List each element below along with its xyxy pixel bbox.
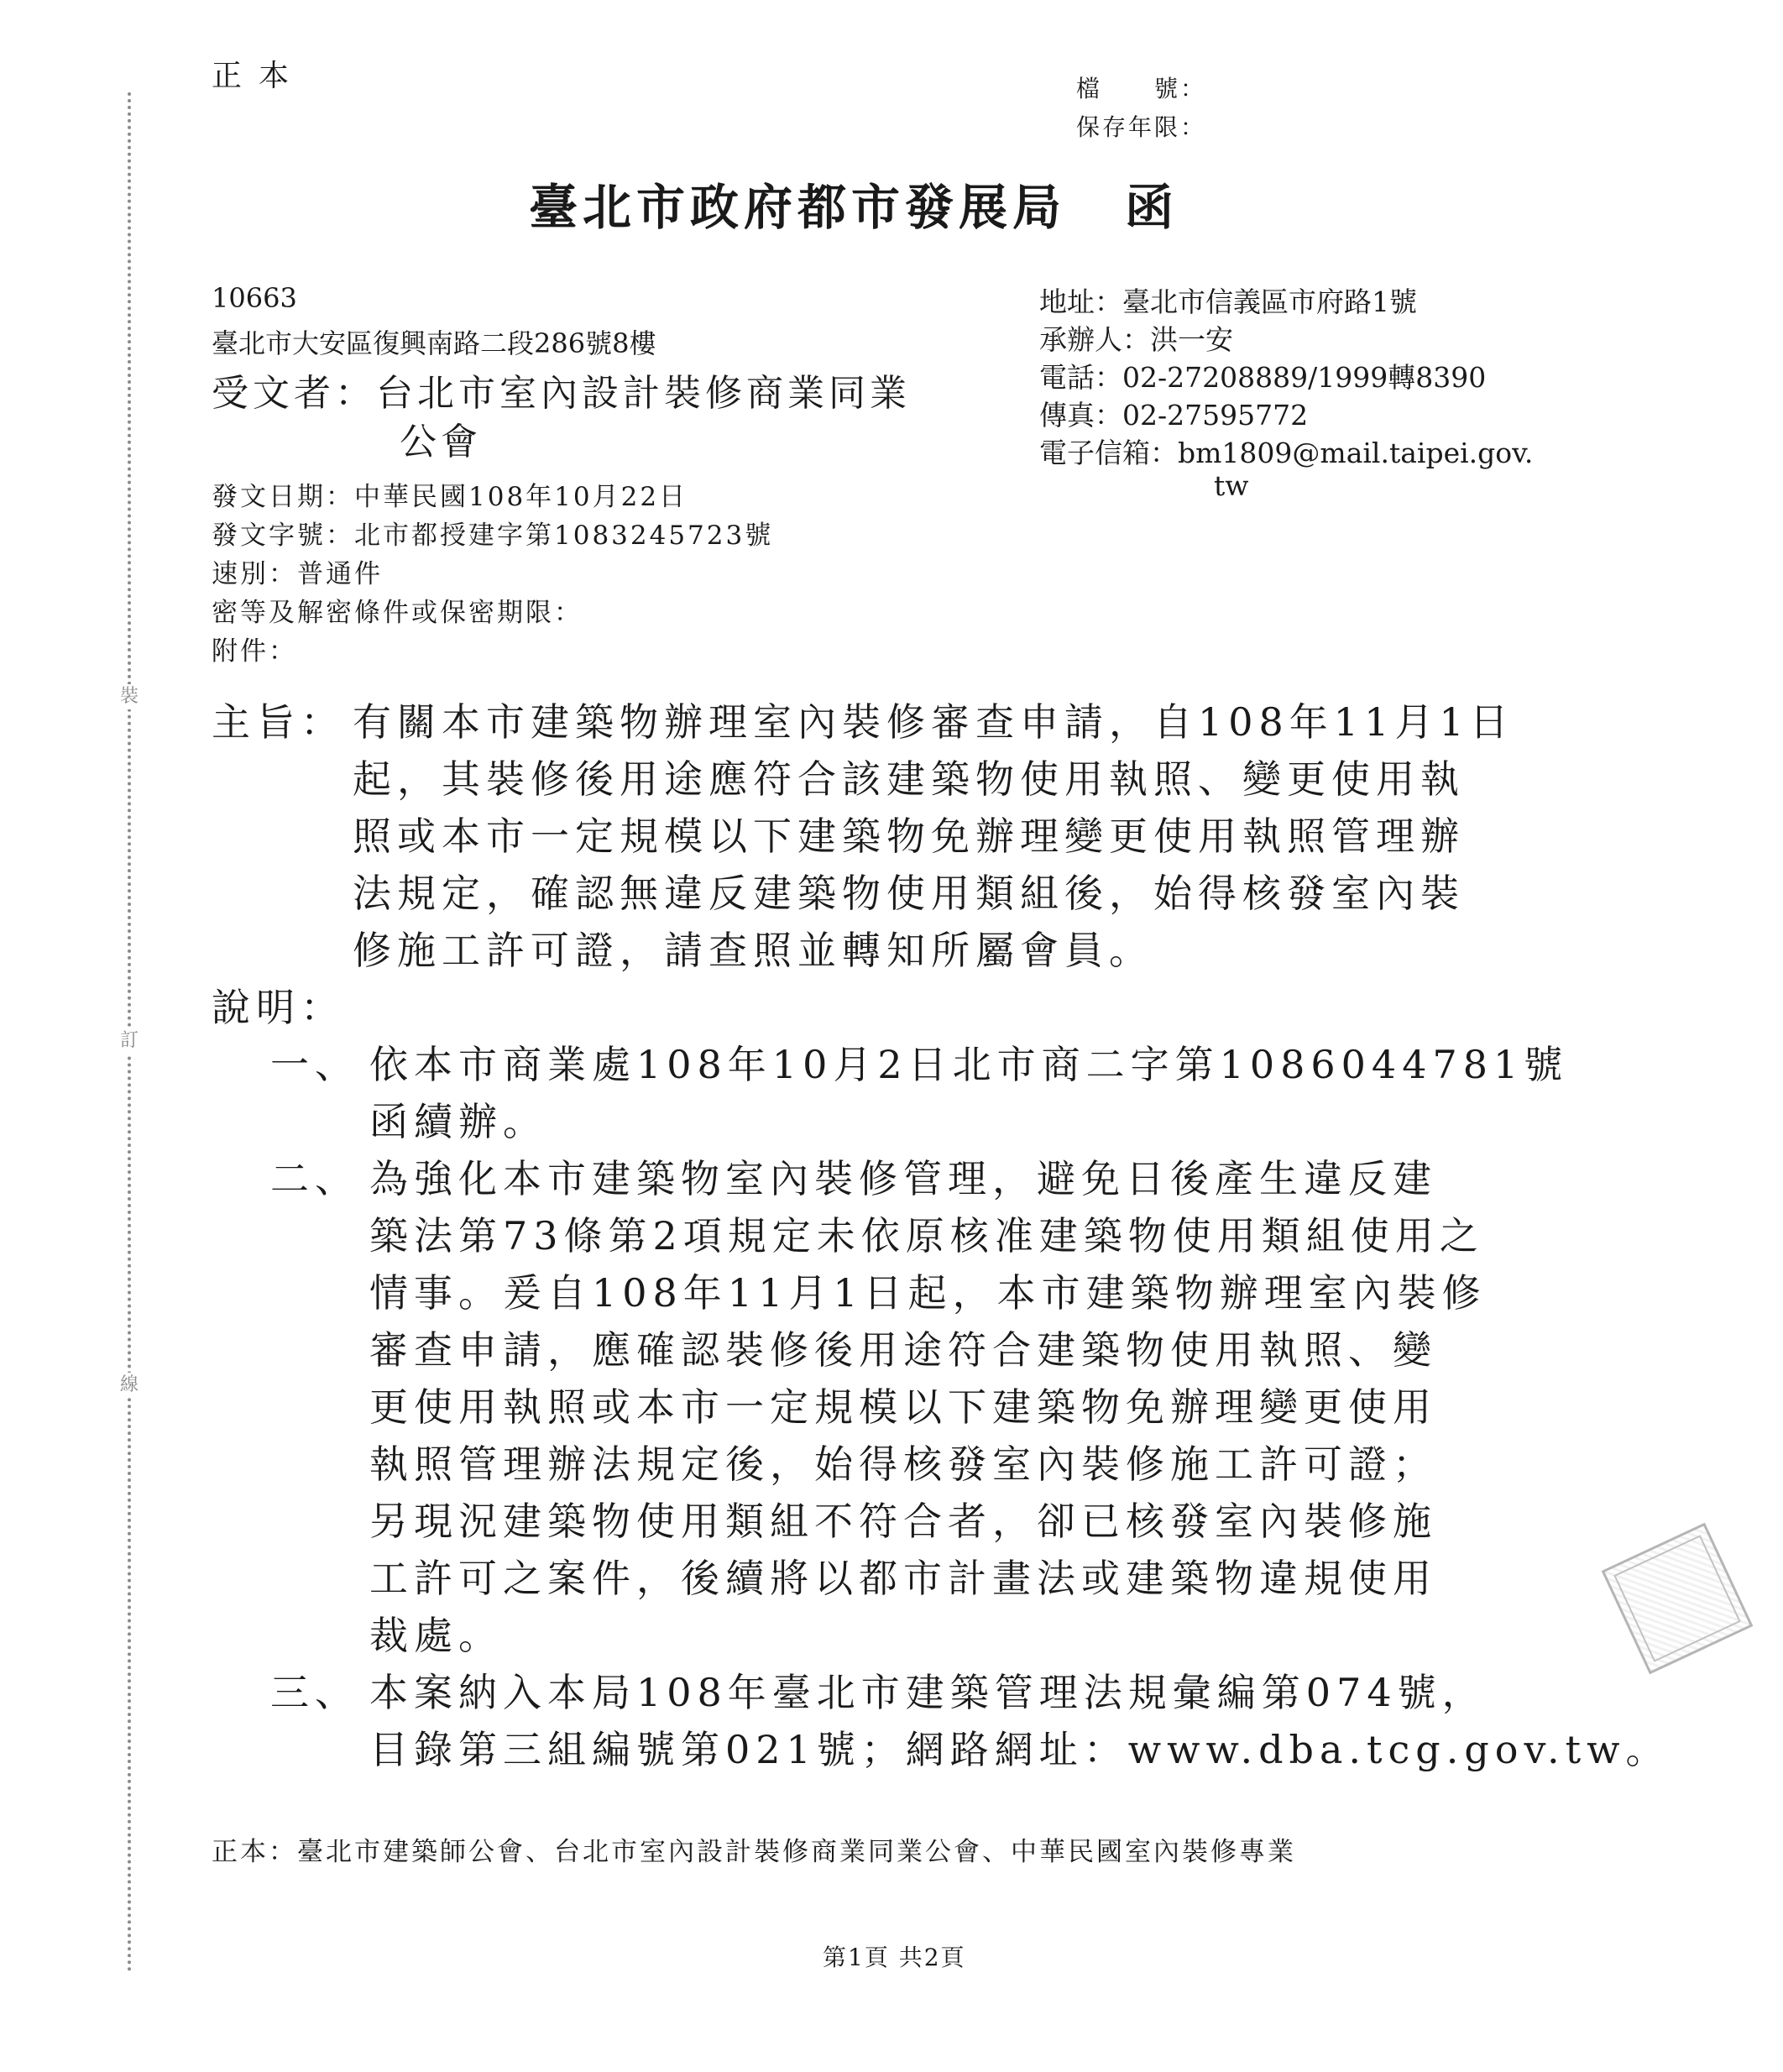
document-type: 函 xyxy=(1125,179,1179,236)
document-number: 發文字號：北市都授建字第1083245723號 xyxy=(212,521,774,551)
postal-code: 10663 xyxy=(212,282,297,314)
distribution-list: 正本：臺北市建築師公會、台北市室內設計裝修商業同業公會、中華民國室內裝修專業 xyxy=(212,1837,1296,1867)
agency-name: 臺北市政府都市發展局 xyxy=(529,179,1067,236)
contact-email-line-1: 電子信箱：bm1809@mail.taipei.gov. xyxy=(1039,437,1534,469)
item-number: 三、 xyxy=(270,1670,359,1715)
issue-date: 發文日期：中華民國108年10月22日 xyxy=(212,482,688,512)
copy-mark: 正本 xyxy=(212,59,306,93)
contact-phone: 電話：02-27208889/1999轉8390 xyxy=(1039,361,1487,394)
explanation-line: 情事。爰自108年11月1日起，本市建築物辦理室內裝修 xyxy=(369,1270,1487,1316)
explanation-line: 另現況建築物使用類組不符合者，卻已核發室內裝修施 xyxy=(369,1499,1437,1544)
explanation-label: 說明： xyxy=(212,985,345,1030)
contact-email-line-2: tw xyxy=(1214,469,1249,502)
retention-period-label: 保存年限： xyxy=(1076,113,1207,141)
contact-fax: 傳真：02-27595772 xyxy=(1039,399,1309,432)
seal-stamp xyxy=(1602,1523,1754,1675)
binding-mark-xian: 線 xyxy=(116,1373,143,1398)
explanation-line: 為強化本市建築物室內裝修管理，避免日後產生違反建 xyxy=(369,1156,1437,1201)
explanation-line: 函續辦。 xyxy=(369,1099,547,1144)
subject-line: 起，其裝修後用途應符合該建築物使用執照、變更使用執 xyxy=(353,756,1465,802)
subject-label: 主旨： xyxy=(212,699,345,745)
subject-line: 修施工許可證，請查照並轉知所屬會員。 xyxy=(353,928,1153,973)
item-number: 二、 xyxy=(270,1156,359,1201)
explanation-line: 依本市商業處108年10月2日北市商二字第1086044781號 xyxy=(369,1042,1569,1087)
item-number: 一、 xyxy=(270,1042,359,1087)
document-title xyxy=(529,168,1179,238)
explanation-line: 審查申請，應確認裝修後用途符合建築物使用執照、變 xyxy=(369,1327,1437,1373)
file-number-label: 檔 號： xyxy=(1076,75,1207,102)
recipient-address: 臺北市大安區復興南路二段286號8樓 xyxy=(212,327,656,359)
recipient-line-2: 公會 xyxy=(400,421,482,463)
attachment-label: 附件： xyxy=(212,636,297,667)
page-number: 第1頁 共2頁 xyxy=(823,1944,966,1971)
recipient-line-1: 受文者：台北市室內設計裝修商業同業 xyxy=(212,372,911,415)
explanation-line: 裁處。 xyxy=(369,1613,503,1658)
explanation-line: 執照管理辦法規定後，始得核發室內裝修施工許可證； xyxy=(369,1442,1437,1487)
contact-address: 地址：臺北市信義區市府路1號 xyxy=(1039,285,1417,318)
binding-mark-zhuang: 裝 xyxy=(116,684,143,709)
explanation-line: 目錄第三組編號第021號；網路網址：www.dba.tcg.gov.tw。 xyxy=(369,1727,1671,1772)
seal-stamp-inner xyxy=(1613,1535,1740,1661)
delivery-speed: 速別：普通件 xyxy=(212,559,383,589)
subject-line: 有關本市建築物辦理室內裝修審查申請，自108年11月1日 xyxy=(353,699,1514,745)
explanation-line: 更使用執照或本市一定規模以下建築物免辦理變更使用 xyxy=(369,1384,1437,1430)
binding-mark-ding: 訂 xyxy=(116,1028,143,1054)
explanation-line: 本案納入本局108年臺北市建築管理法規彙編第074號， xyxy=(369,1670,1487,1715)
explanation-line: 築法第73條第2項規定未依原核准建築物使用類組使用之 xyxy=(369,1213,1484,1258)
subject-line: 照或本市一定規模以下建築物免辦理變更使用執照管理辦 xyxy=(353,814,1465,859)
explanation-line: 工許可之案件，後續將以都市計畫法或建築物違規使用 xyxy=(369,1556,1437,1601)
secrecy-level: 密等及解密條件或保密期限： xyxy=(212,598,583,628)
contact-handler: 承辦人：洪一安 xyxy=(1039,323,1233,356)
subject-line: 法規定，確認無違反建築物使用類組後，始得核發室內裝 xyxy=(353,871,1465,916)
